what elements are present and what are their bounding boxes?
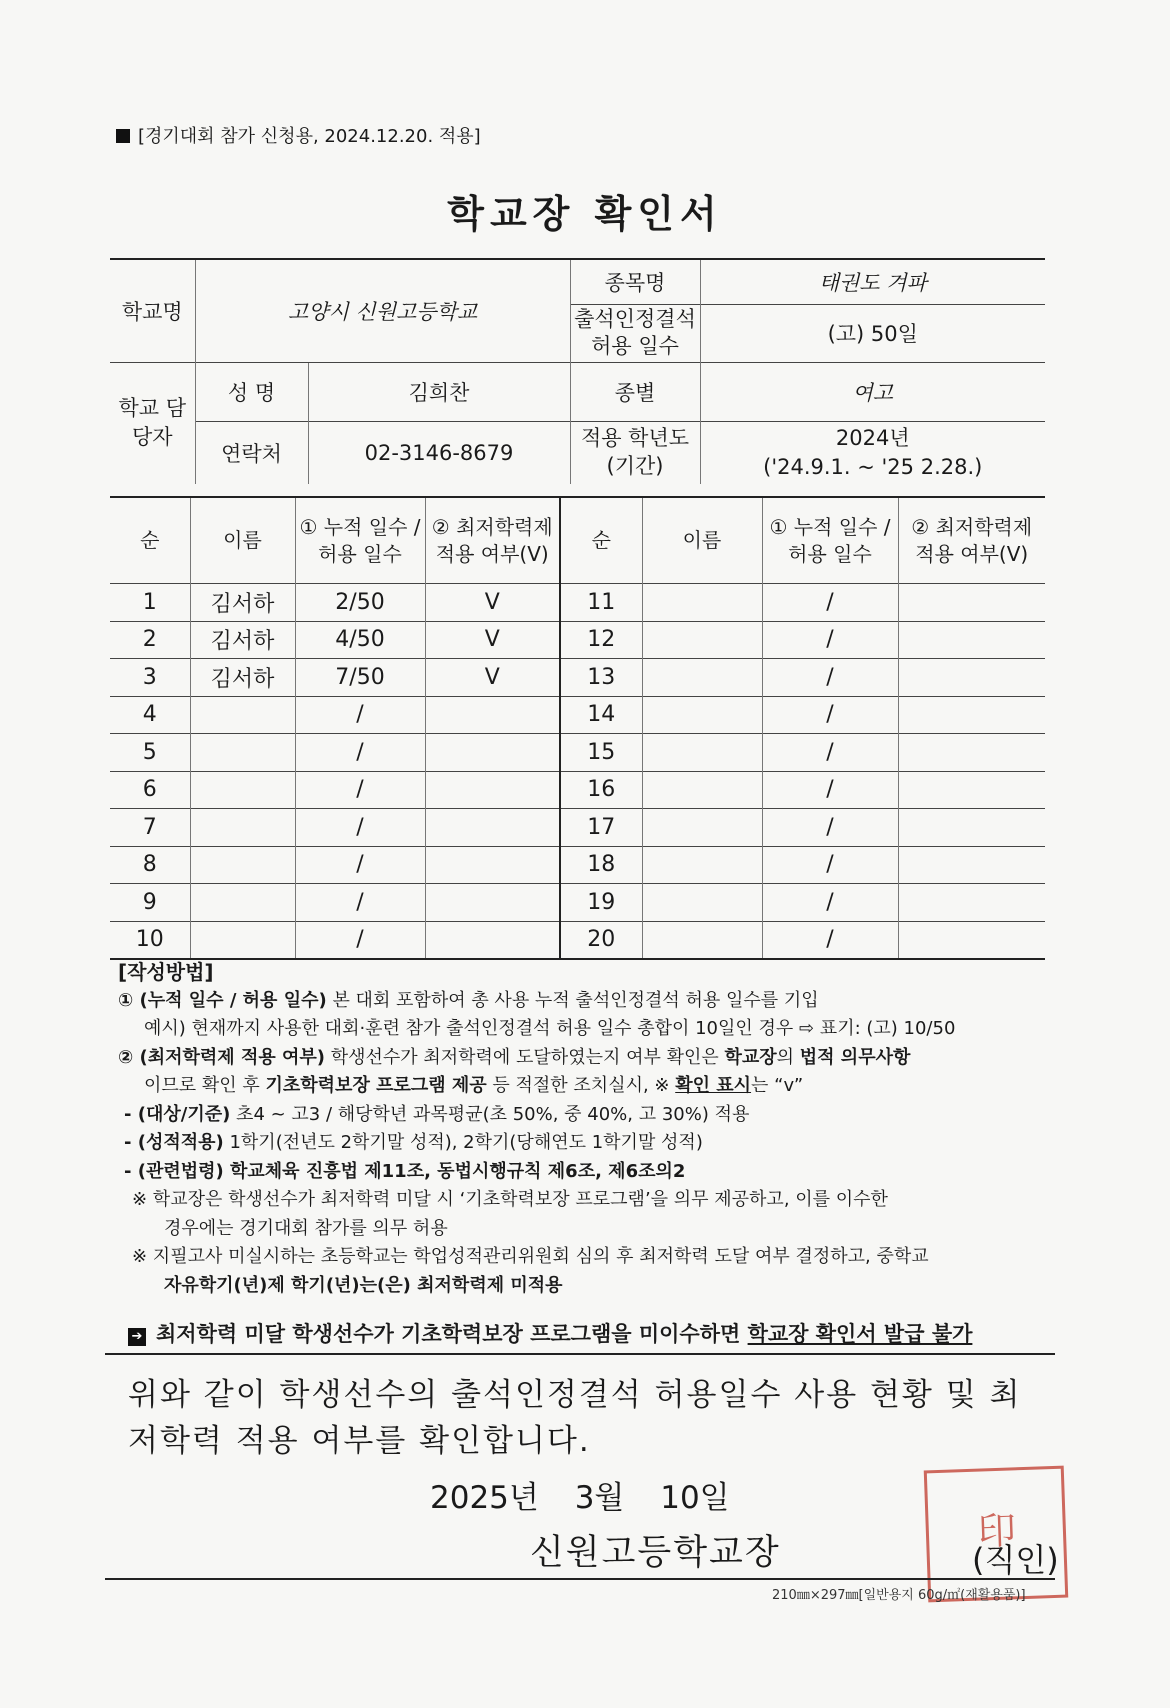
seal-label: (직인) [972, 1541, 1059, 1579]
guide-item-1-title: ① (누적 일수 / 허용 일수) [118, 989, 327, 1011]
col-header-name: 이름 [190, 497, 295, 584]
phone-label: 연락처 [195, 421, 308, 484]
cell-name2 [642, 621, 762, 659]
cell-check2 [898, 659, 1045, 697]
guide-item-2-bold-a: 학교장 [724, 1046, 777, 1068]
cell-check [425, 809, 560, 847]
guide-item-2-line2-a: 이므로 확인 후 [144, 1075, 266, 1096]
guide-grades-title: - (성적적용) [124, 1132, 224, 1153]
year-cell [700, 421, 1045, 484]
cell-check2 [898, 584, 1045, 622]
table-row [110, 846, 1045, 884]
cell-no: 10 [110, 921, 190, 959]
school-seal-stamp: 印 [924, 1466, 1069, 1603]
guide-item-2-line2-underline: 확인 표시 [675, 1075, 752, 1096]
footer-divider [105, 1578, 1055, 1580]
cell-days2: / [762, 771, 898, 809]
cell-no2: 15 [560, 734, 642, 772]
cell-no2: 18 [560, 846, 642, 884]
cell-check2 [898, 696, 1045, 734]
cell-days2: / [762, 696, 898, 734]
bullet-square-icon [116, 129, 130, 143]
col-header-name-2: 이름 [642, 497, 762, 584]
cell-days: / [295, 921, 425, 959]
school-name-label: 학교명 [110, 259, 195, 362]
cell-no2: 17 [560, 809, 642, 847]
table-row [110, 659, 1045, 697]
cell-days: 7/50 [295, 659, 425, 697]
cell-name [190, 734, 295, 772]
cell-no: 7 [110, 809, 190, 847]
cell-name2 [642, 659, 762, 697]
guide-item-2-bold-b: 법적 의무사항 [799, 1046, 911, 1068]
cell-name [190, 884, 295, 922]
cell-days: / [295, 734, 425, 772]
allowed-days-value: (고) 50일 [700, 304, 1045, 362]
cell-no2: 16 [560, 771, 642, 809]
cell-check [425, 884, 560, 922]
cell-no: 6 [110, 771, 190, 809]
cell-days: 2/50 [295, 584, 425, 622]
cell-no: 5 [110, 734, 190, 772]
cell-days2: / [762, 809, 898, 847]
cell-days: 4/50 [295, 621, 425, 659]
cell-days2: / [762, 584, 898, 622]
type-label: 종별 [570, 362, 700, 421]
cell-name [190, 846, 295, 884]
cell-check2 [898, 621, 1045, 659]
cell-no2: 14 [560, 696, 642, 734]
cell-check2 [898, 884, 1045, 922]
cell-days2: / [762, 659, 898, 697]
cell-no: 1 [110, 584, 190, 622]
col-header-no-2: 순 [560, 497, 642, 584]
name-value: 김희찬 [308, 362, 570, 421]
cell-name: 김서하 [190, 621, 295, 659]
school-info-table [110, 258, 1045, 484]
cell-check2 [898, 921, 1045, 959]
cell-check2 [898, 771, 1045, 809]
cell-no: 8 [110, 846, 190, 884]
cell-no2: 13 [560, 659, 642, 697]
table-row [110, 921, 1045, 959]
cell-days2: / [762, 846, 898, 884]
table-row [110, 809, 1045, 847]
guide-item-2-line2-bold: 기초학력보장 프로그램 제공 [265, 1075, 487, 1096]
guide-item-2-title: ② (최저학력제 적용 여부) [118, 1046, 325, 1068]
cell-name [190, 771, 295, 809]
cell-name2 [642, 884, 762, 922]
guide-note-2-line1: ※ 지필고사 미실시하는 초등학교는 학업성적관리위원회 심의 후 최저학력 도달 여부 결정하고, 중학교 [132, 1246, 929, 1267]
guide-item-2-text-a: 학생선수가 최저학력에 도달하였는지 여부 확인은 [324, 1046, 725, 1068]
notice [128, 1318, 972, 1348]
guide-item-2-line2-b: 등 적절한 조치실시, ※ [486, 1075, 676, 1096]
name-label: 성 명 [195, 362, 308, 421]
type-value: 여고 [700, 362, 1045, 421]
cell-no2: 19 [560, 884, 642, 922]
table-row [110, 734, 1045, 772]
col-header-check: ② 최저학력제 적용 여부(V) [425, 497, 560, 584]
cell-no: 2 [110, 621, 190, 659]
guide-grades [118, 1129, 1053, 1158]
cell-days: / [295, 809, 425, 847]
col-header-days: ① 누적 일수 /허용 일수 [295, 497, 425, 584]
guide-note-2-line2: 자유학기(년)제 학기(년)는(은) 최저학력제 미적용 [164, 1274, 563, 1296]
arrow-box-icon: ➔ [128, 1328, 146, 1346]
guide-law: - (관련법령) 학교체육 진흥법 제11조, 동법시행규칙 제6조, 제6조의2 [124, 1160, 686, 1182]
divider [105, 1353, 1055, 1355]
confirmation-text: 위와 같이 학생선수의 출석인정결석 허용일수 사용 현황 및 최저학력 적용 여부를 확인합니다. [128, 1377, 1022, 1459]
cell-name2 [642, 771, 762, 809]
table-row [110, 884, 1045, 922]
guide-item-1-example: 예시) 현재까지 사용한 대회·훈련 참가 출석인정결석 허용 일수 총합이 10일인 경우 ⇨ 표기: (고) 10/50 [144, 1018, 956, 1039]
date-day: 10일 [660, 1480, 730, 1516]
cell-check2 [898, 734, 1045, 772]
principal-signature: 신원고등학교장 [530, 1533, 781, 1573]
cell-name [190, 809, 295, 847]
cell-name2 [642, 734, 762, 772]
guide-target-title: - (대상/기준) [124, 1103, 231, 1125]
cell-days: / [295, 696, 425, 734]
year-label: 적용 학년도 (기간) [570, 421, 700, 484]
cell-name: 김서하 [190, 659, 295, 697]
cell-no2: 12 [560, 621, 642, 659]
cell-no: 3 [110, 659, 190, 697]
guide-note-1-line1: ※ 학교장은 학생선수가 최저학력 미달 시 ‘기초학력보장 프로그램’을 의무 제공하고, 이를 이수한 [132, 1189, 888, 1210]
form-tag [116, 122, 481, 148]
cell-check: V [425, 659, 560, 697]
cell-check [425, 734, 560, 772]
notice-underlined: 학교장 확인서 발급 불가 [747, 1322, 973, 1346]
guide-target [118, 1101, 1053, 1130]
cell-check: V [425, 584, 560, 622]
guide-header: [작성방법] [118, 960, 214, 984]
cell-name2 [642, 846, 762, 884]
cell-name2 [642, 921, 762, 959]
cell-check [425, 696, 560, 734]
phone-value: 02-3146-8679 [308, 421, 570, 484]
table-row [110, 621, 1045, 659]
student-roster-table [110, 496, 1045, 960]
issue-date [430, 1472, 730, 1517]
cell-check: V [425, 621, 560, 659]
writing-guide [118, 958, 1053, 1300]
guide-grades-text: 1학기(전년도 2학기말 성적), 2학기(당해연도 1학기말 성적) [223, 1132, 703, 1153]
cell-days: / [295, 846, 425, 884]
cell-days2: / [762, 921, 898, 959]
guide-item-1-text: 본 대회 포함하여 총 사용 누적 출석인정결석 허용 일수를 기입 [326, 989, 819, 1011]
cell-name [190, 696, 295, 734]
guide-note-1-line2: 경우에는 경기대회 참가를 의무 허용 [164, 1217, 448, 1239]
cell-days: / [295, 771, 425, 809]
col-header-check-2: ② 최저학력제 적용 여부(V) [898, 497, 1045, 584]
contact-person-label: 학교 담당자 [110, 362, 195, 484]
cell-check [425, 921, 560, 959]
cell-check [425, 846, 560, 884]
guide-item-2-text-b: 의 [776, 1046, 800, 1068]
form-tag-text: [경기대회 참가 신청용, 2024.12.20. 적용] [138, 126, 481, 147]
cell-name2 [642, 584, 762, 622]
guide-item-2-line2-c: 는 “v” [751, 1075, 804, 1096]
event-label: 종목명 [570, 259, 700, 304]
cell-name2 [642, 696, 762, 734]
cell-days2: / [762, 734, 898, 772]
event-value: 태권도 겨파 [700, 259, 1045, 304]
cell-check2 [898, 809, 1045, 847]
cell-no2: 20 [560, 921, 642, 959]
cell-name2 [642, 809, 762, 847]
year-value: 2024년 [835, 426, 910, 451]
guide-target-text: 초4 ~ 고3 / 해당학년 과목평균(초 50%, 중 40%, 고 30%) 적용 [230, 1103, 750, 1125]
guide-item-2 [118, 1044, 1053, 1073]
table-row [110, 771, 1045, 809]
col-header-no: 순 [110, 497, 190, 584]
cell-days2: / [762, 621, 898, 659]
cell-check2 [898, 846, 1045, 884]
cell-no: 9 [110, 884, 190, 922]
school-name-value: 고양시 신원고등학교 [195, 259, 570, 362]
col-header-days-2: ① 누적 일수 / 허용 일수 [762, 497, 898, 584]
cell-no: 4 [110, 696, 190, 734]
page-title: 학교장 확인서 [447, 192, 723, 236]
guide-item-2-line2 [118, 1072, 1053, 1101]
period-value: ('24.9.1. ~ '25 2.28.) [763, 454, 983, 479]
cell-no2: 11 [560, 584, 642, 622]
notice-text: 최저학력 미달 학생선수가 기초학력보장 프로그램을 미이수하면 [156, 1322, 748, 1346]
table-row [110, 696, 1045, 734]
table-row [110, 584, 1045, 622]
cell-name [190, 921, 295, 959]
cell-days: / [295, 884, 425, 922]
date-year: 2025년 [430, 1480, 539, 1516]
cell-name: 김서하 [190, 584, 295, 622]
cell-days2: / [762, 884, 898, 922]
date-month: 3월 [574, 1480, 625, 1516]
cell-check [425, 771, 560, 809]
paper-spec: 210㎜×297㎜[일반용지 60g/㎡(재활용품)] [772, 1588, 1026, 1603]
guide-item-1 [118, 987, 1053, 1016]
allowed-days-label: 출석인정결석 허용 일수 [570, 304, 700, 362]
